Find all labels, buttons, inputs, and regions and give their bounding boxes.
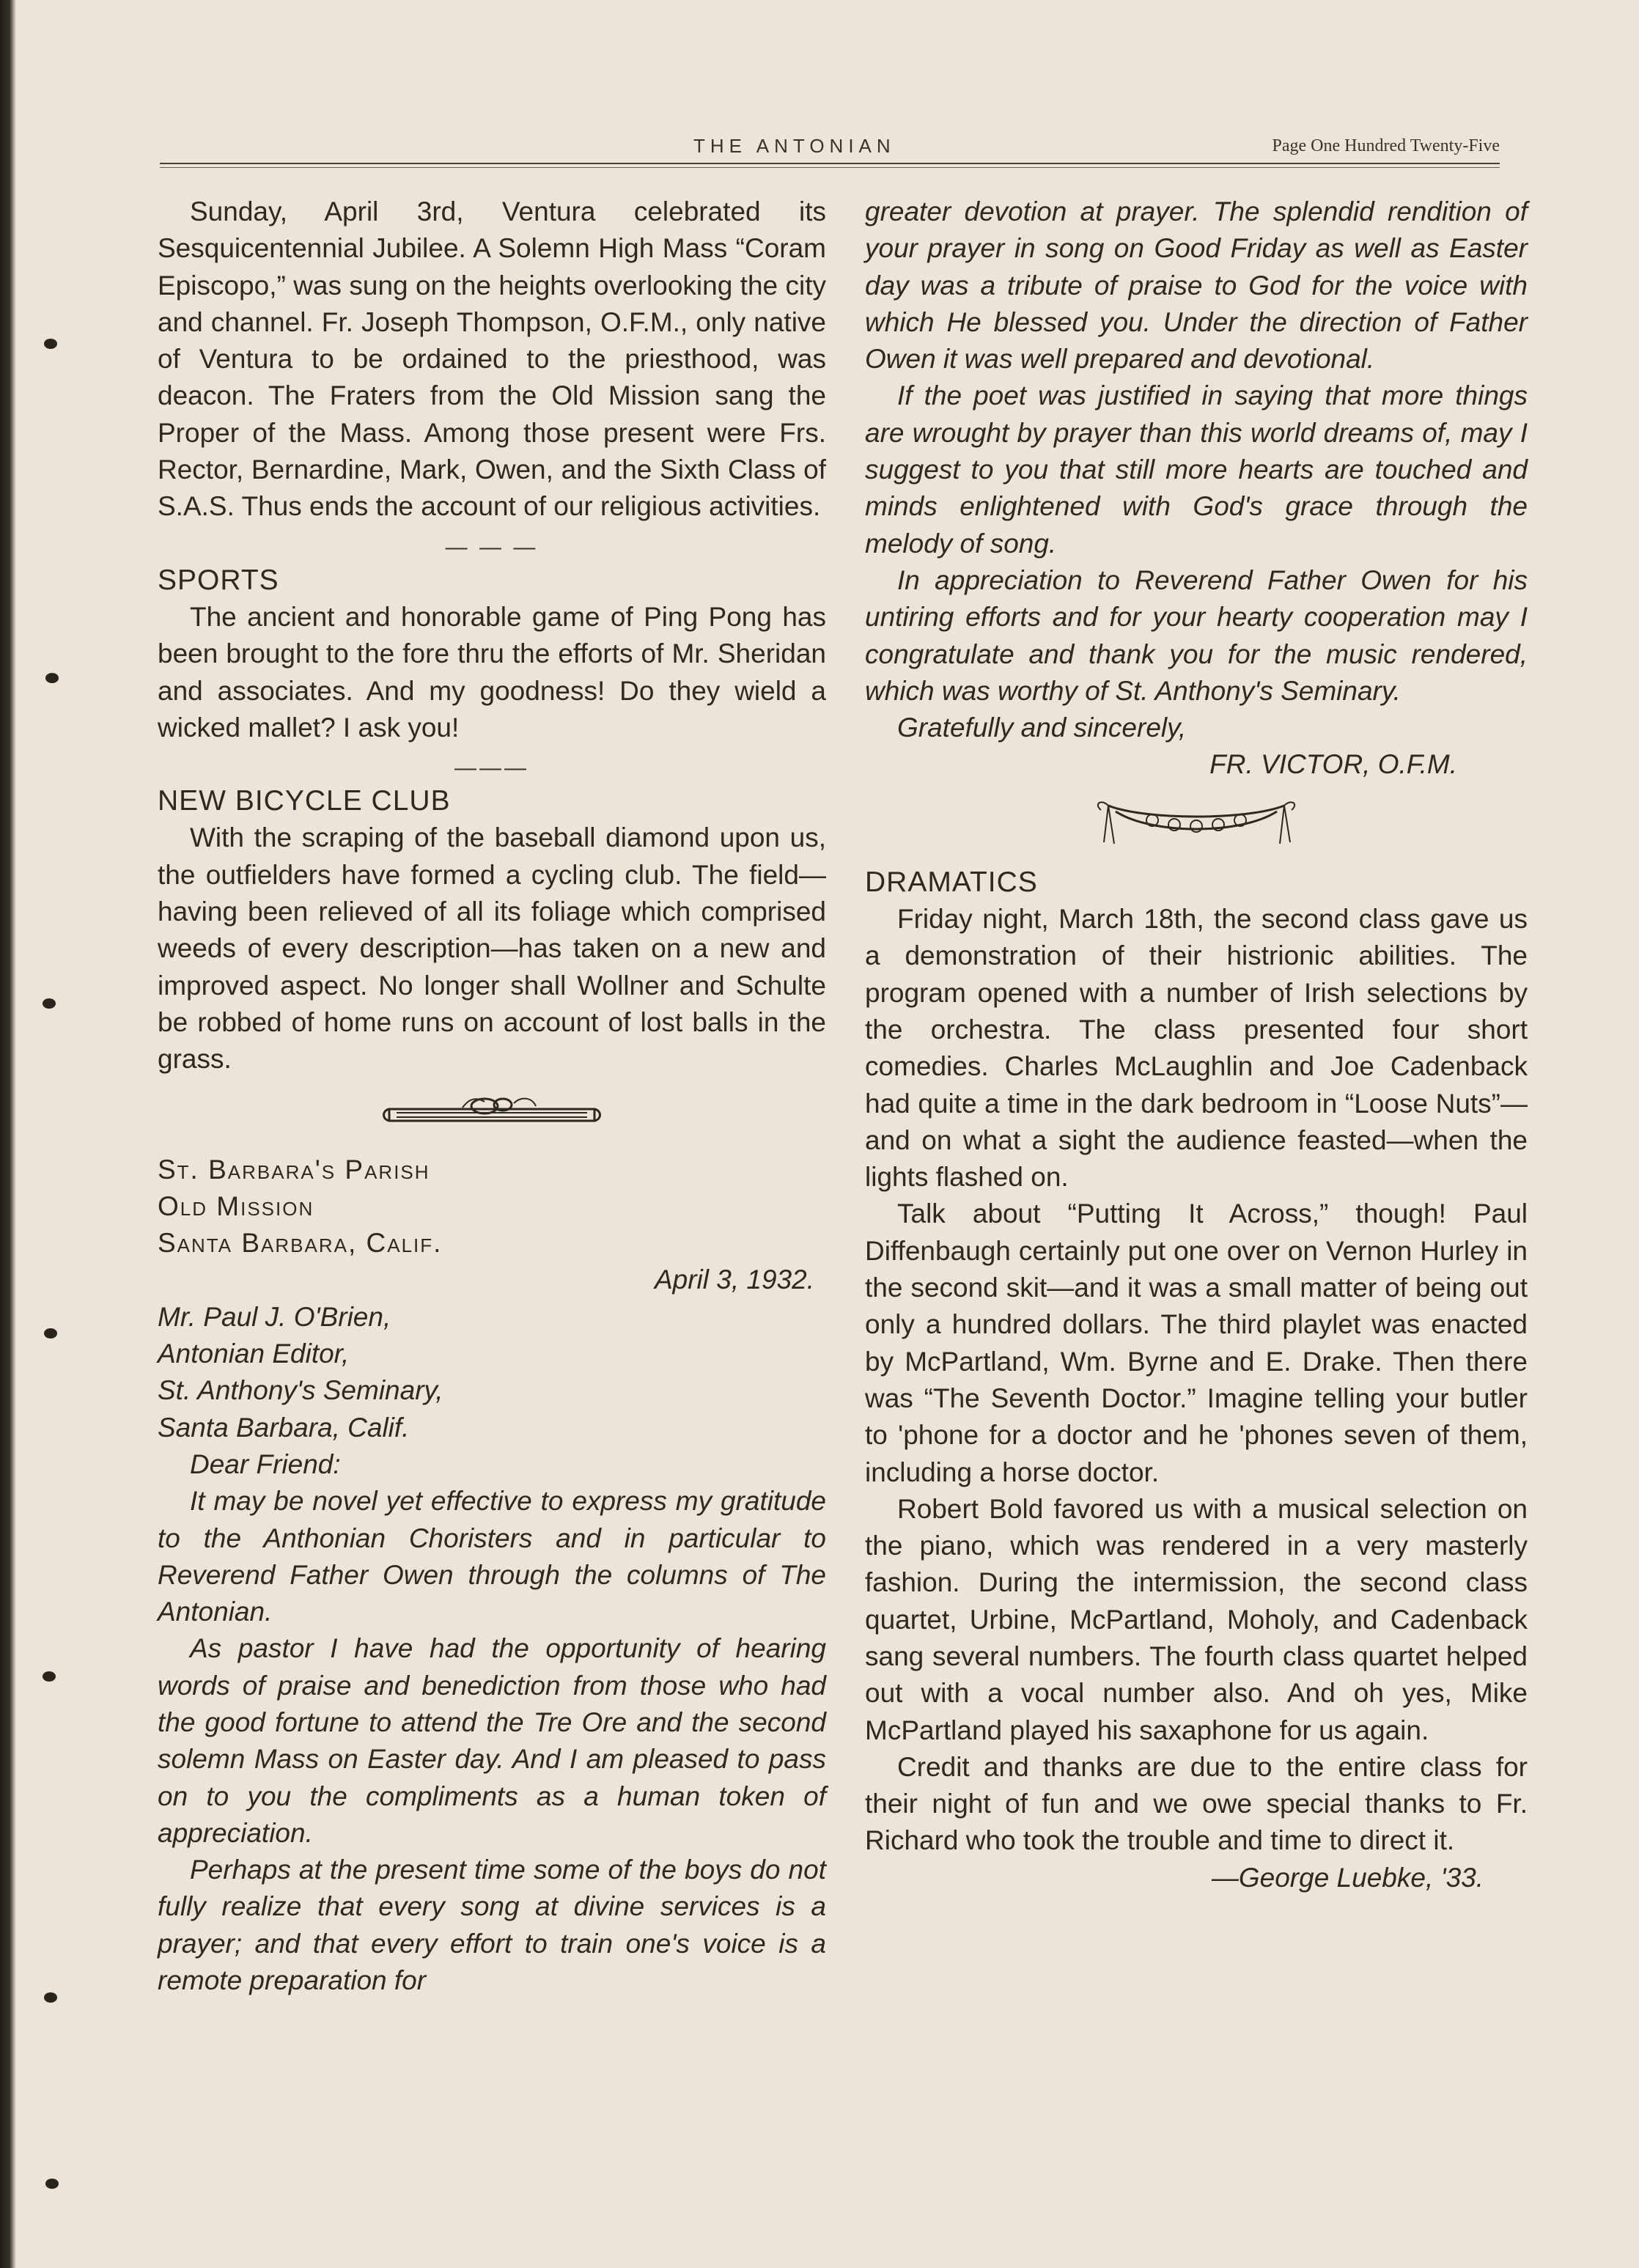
ornament-garland-icon bbox=[865, 784, 1528, 864]
jubilee-paragraph: Sunday, April 3rd, Ventura celebrated its Sesquicentennial Jubilee. A Solemn High Mass “Coram Episcopo,” was sung on the heights overlooking the city and channel. Fr. Joseph Thompson, O.F.M., only native of Ventura to be ordained to the priesthood, was deacon. The Fraters from the Old Mission sang the Proper of the Mass. Among those present were Frs. Rector, Bernardine, Mark, Owen, and the Sixth Class of S.A.S. Thus ends the account of our religious activities. bbox=[158, 196, 826, 522]
letter-paragraph: In appreciation to Reverend Father Owen for his untiring efforts and for your hearty cooperation may I congratulate and thank you for the music rendered, which was worthy of St. Anthony's Seminary. bbox=[865, 564, 1528, 706]
page-binding-edge bbox=[0, 0, 16, 2268]
sports-heading: SPORTS bbox=[158, 564, 279, 596]
dramatics-paragraph: Friday night, March 18th, the second class gave us a demonstration of their histrionic abilities. The program opened with a number of Irish selections by the orchestra. The class presented four short comedies. Charles McLaughlin and Joe Cadenback had quite a time in the dark bedroom in “Loose Nuts”—and on what a sight the audience feasted—when the lights flashed on. bbox=[865, 904, 1528, 1193]
binding-hole bbox=[43, 998, 56, 1009]
letter-paragraph: If the poet was justified in saying that more things are wrought by prayer than this world dreams of, may I suggest to you that still more hearts are touched and minds enlightened with God's grace through the melody of song. bbox=[865, 380, 1528, 559]
running-title: THE ANTONIAN bbox=[693, 135, 896, 157]
addressee-title: Antonian Editor, bbox=[158, 1339, 350, 1369]
dramatics-paragraph: Robert Bold favored us with a musical selection on the piano, which was rendered in a very masterly fashion. During the intermission, the second class quartet, Urbine, McPartland, Moholy, and Cadenback sang several numbers. The fourth class quartet helped out with a vocal number also. And oh yes, Mike McPartland played his saxaphone for us again. bbox=[865, 1493, 1528, 1745]
letter-paragraph: Perhaps at the present time some of the boys do not fully realize that every song at divine services is a prayer; and that every effort to train one's voice is a remote preparation for bbox=[158, 1855, 826, 1996]
addressee-name: Mr. Paul J. O'Brien, bbox=[158, 1301, 391, 1332]
header-rule bbox=[160, 163, 1500, 164]
letter-closing: Gratefully and sincerely, bbox=[897, 713, 1187, 743]
dramatics-heading: DRAMATICS bbox=[865, 866, 1038, 898]
bicycle-club-paragraph: With the scraping of the baseball diamond upon us, the outfielders have formed a cycling club. The field—having been relieved of all its foliage which comprised weeds of every description—has taken on a new and improved aspect. No longer shall Wollner and Schulte be robbed of home runs on account of lost balls in the grass. bbox=[158, 822, 826, 1075]
dramatics-paragraph: Credit and thanks are due to the entire class for their night of fun and we owe special thanks to Fr. Richard who took the trouble and time to direct it. bbox=[865, 1751, 1528, 1856]
sports-paragraph: The ancient and honorable game of Ping Pong has been brought to the fore thru the efforts of Mr. Sheridan and associates. And my goodness! Do they wield a wicked mallet? I ask you! bbox=[158, 601, 826, 743]
letter-signature: FR. VICTOR, O.F.M. bbox=[1209, 749, 1457, 780]
letter-salutation: Dear Friend: bbox=[190, 1448, 341, 1479]
letterhead-parish: St. Barbara's Parish bbox=[158, 1154, 430, 1185]
bicycle-club-heading: NEW BICYCLE CLUB bbox=[158, 785, 451, 817]
letter-paragraph: As pastor I have had the opportunity of hearing words of praise and benediction from those who had the good fortune to attend the Tre Ore and the second solemn Mass on Easter day. And I am pleased to pass on to you the compliments as a human token of appreciation. bbox=[158, 1633, 826, 1848]
letter-date: April 3, 1932. bbox=[654, 1264, 814, 1295]
article-author: —George Luebke, '33. bbox=[1211, 1862, 1484, 1893]
section-separator: ——— bbox=[454, 756, 529, 781]
binding-hole bbox=[44, 1992, 57, 2003]
letter-paragraph-continued: greater devotion at prayer. The splendid rendition of your prayer in song on Good Friday as well as Easter day was a tribute of praise to God for the voice with which He blessed you. Under the direction of Father Owen it was well prepared and devotional. bbox=[865, 196, 1528, 375]
letterhead-mission: Old Mission bbox=[158, 1190, 314, 1221]
binding-hole bbox=[45, 673, 59, 683]
section-separator: — — — bbox=[445, 534, 539, 559]
page-header bbox=[160, 130, 1500, 169]
binding-hole bbox=[44, 1328, 57, 1339]
addressee-city: Santa Barbara, Calif. bbox=[158, 1412, 410, 1443]
addressee-school: St. Anthony's Seminary, bbox=[158, 1375, 443, 1406]
ornament-scroll-icon bbox=[158, 1078, 826, 1152]
right-column bbox=[865, 194, 1528, 1896]
binding-hole bbox=[45, 2179, 59, 2189]
binding-hole bbox=[44, 339, 57, 349]
header-rule bbox=[160, 167, 1500, 168]
left-column bbox=[158, 194, 826, 1999]
dramatics-paragraph: Talk about “Putting It Across,” though! Paul Diffenbaugh certainly put one over on Vernon Hurley in the second skit—and it was a small matter of being out only a hundred dollars. The third playlet was enacted by McPartland, Wm. Byrne and E. Drake. Then there was “The Seventh Doctor.” Imagine telling your butler to 'phone for a doctor and he 'phones seven of them, including a horse doctor. bbox=[865, 1199, 1528, 1487]
letter-paragraph: It may be novel yet effective to express my gratitude to the Anthonian Choristers and in particular to Reverend Father Owen through the columns of The Antonian. bbox=[158, 1486, 826, 1627]
letterhead-city: Santa Barbara, Calif. bbox=[158, 1228, 443, 1259]
binding-hole bbox=[43, 1671, 56, 1682]
page-number: Page One Hundred Twenty-Five bbox=[1272, 136, 1500, 155]
